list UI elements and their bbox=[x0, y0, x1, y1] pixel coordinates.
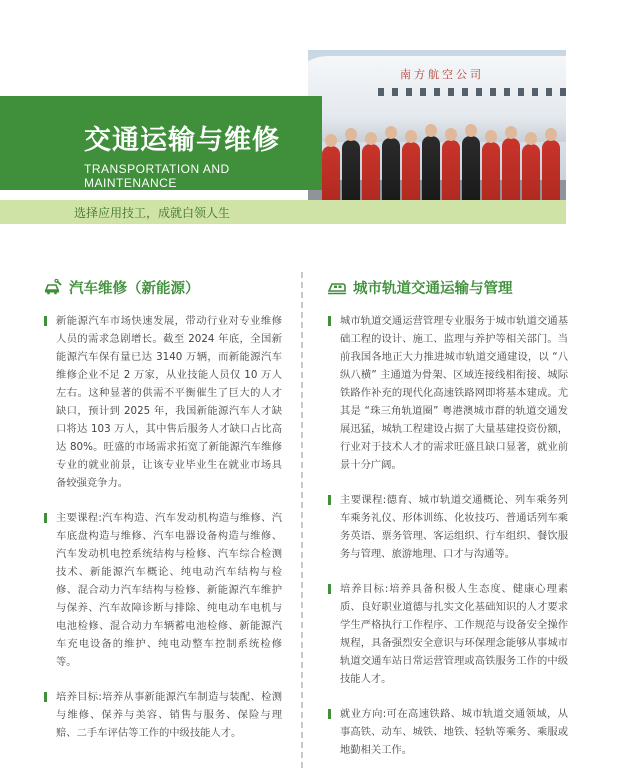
auto-repair-heading bbox=[44, 276, 282, 298]
rail-transit-courses: 主要课程:德育、城市轨道交通概论、列车乘务列车乘务礼仪、形体训练、化妆技巧、普通话列车乘务英语、票务管理、客运组织、行车组织、餐饮服务与管理、旅游地理、口才与沟通等。 bbox=[328, 491, 568, 563]
rail-transit-goals: 培养目标:培养具备积极人生态度、健康心理素质、良好职业道德与扎实文化基础知识的人才要求学生严格执行工作程序、工作规范与设备安全操作规程，具备强烈安全意识与环保理念能够从事城市轨道交通车站日常运营管理或高铁服务工作的中级技能人才。 bbox=[328, 580, 568, 688]
slogan-banner bbox=[0, 200, 566, 224]
content-section bbox=[0, 262, 620, 768]
page-subtitle: TRANSPORTATION AND MAINTENANCE bbox=[84, 162, 230, 190]
page-title: 交通运输与维修 bbox=[84, 125, 280, 156]
auto-repair-intro: 新能源汽车市场快速发展，带动行业对专业维修人员的需求急剧增长。截至 2024 年底，全国新能源汽车保有量已达 3140 万辆，而新能源汽车维修企业不足 2 万家，从业技能人员仅 10 万人左右。这种显著的供需不平衡催生了巨大的人才缺口，预计到 2025 年，我国新能源汽车人才缺口将达 103 万人，其中售后服务人才缺口占比高达 80%。旺盛的市场需求拓宽了新能源汽车维修专业的就业前景，让该专业毕业生在就业市场具备较强竞争力。 bbox=[44, 312, 282, 492]
rail-transit-heading bbox=[328, 276, 568, 298]
rail-transit-careers: 就业方向:可在高速铁路、城市轨道交通领域，从事高铁、动车、城铁、地铁、轻轨等乘务、乘服或地勤相关工作。 bbox=[328, 705, 568, 759]
rail-transit-intro: 城市轨道交通运营管理专业服务于城市轨道交通基础工程的设计、施工、监理与养护等相关部门。当前我国各地正大力推进城市轨道交通建设，以 “八纵八横” 主通道为骨架、区域连接线相衔接、城际铁路作补充的现代化高速铁路网即将基本建成。尤其是 “珠三角轨道圈” 粤港澳城市群的轨道交通发展迅猛，城轨工程建设占据了大量基建投资份额，行业对于技术人才的需求旺盛且缺口显著，就业前景十分广阔。 bbox=[328, 312, 568, 474]
staff-group-photo bbox=[308, 50, 566, 220]
car-repair-icon bbox=[44, 279, 62, 295]
train-icon bbox=[328, 279, 346, 295]
auto-repair-goals: 培养目标:培养从事新能源汽车制造与装配、检测与维修、保养与美容、销售与服务、保险与理赔、二手车评估等工作的中级技能人才。 bbox=[44, 688, 282, 742]
airplane-windows bbox=[378, 88, 566, 96]
auto-repair-column bbox=[44, 276, 282, 759]
column-divider bbox=[301, 272, 303, 768]
section-heading-text: 城市轨道交通运输与管理 bbox=[353, 280, 513, 297]
title-banner bbox=[0, 96, 322, 190]
slogan-text: 选择应用技工，成就白领人生 bbox=[74, 206, 231, 220]
section-heading-text: 汽车维修（新能源） bbox=[69, 280, 200, 297]
auto-repair-courses: 主要课程:汽车构造、汽车发动机构造与维修、汽车底盘构造与维修、汽车电器设备构造与维修、汽车发动机电控系统结构与检修、汽车综合检测技术、新能源汽车概论、纯电动汽车结构与检修、混合动力汽车结构与检修、新能源汽车维护与保养、汽车故障诊断与排除、纯电动车电机与电池检修、混合动力车辆蓄电池检修、新能源汽车充电设备的维护、纯电动整车控制系统检修等。 bbox=[44, 509, 282, 671]
rail-transit-column bbox=[328, 276, 568, 768]
airline-logo-text: 南方航空公司 bbox=[400, 68, 484, 81]
